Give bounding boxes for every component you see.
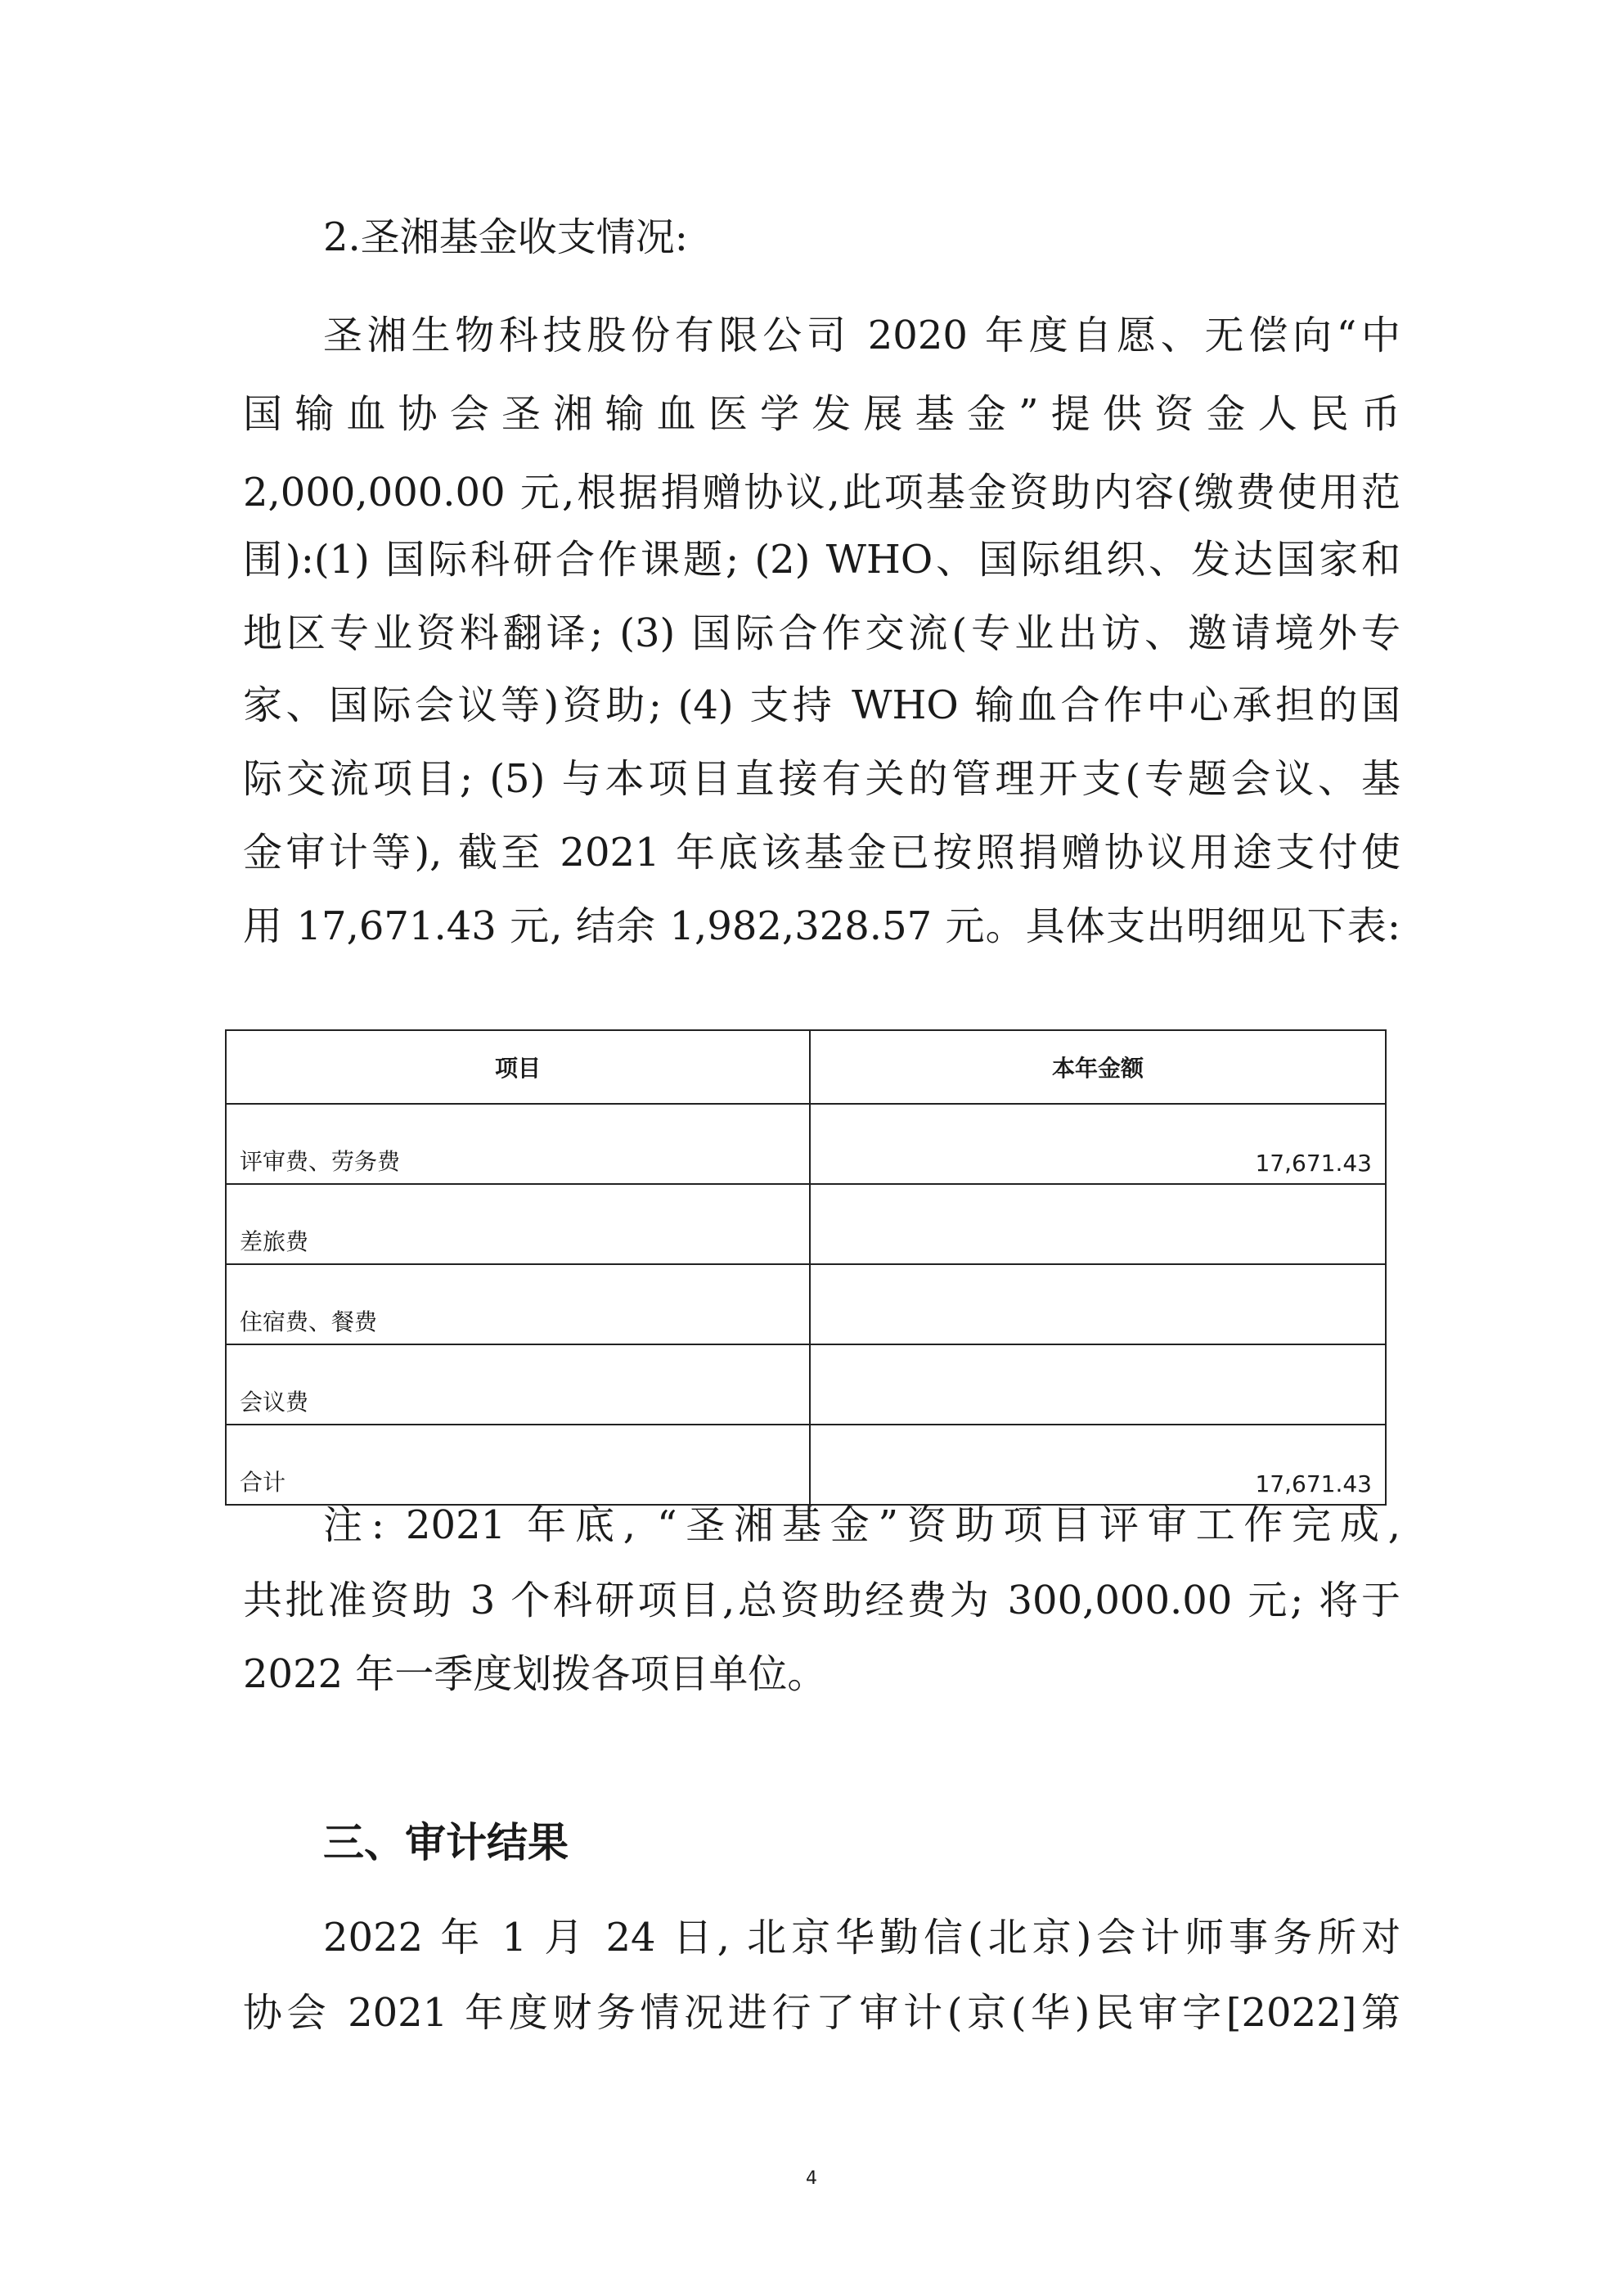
paragraph-line: 协会 2021 年度财务情况进行了审计(京(华)民审字[2022]第 <box>243 1990 1400 2036</box>
page-number: 4 <box>806 2168 817 2189</box>
column-header-amount: 本年金额 <box>810 1030 1386 1104</box>
note-line: 注: 2021 年底, “圣湘基金”资助项目评审工作完成, <box>323 1502 1400 1548</box>
note-line: 2022 年一季度划拨各项目单位。 <box>243 1651 827 1697</box>
amount-cell <box>810 1184 1386 1264</box>
amount-cell: 17,671.43 <box>810 1104 1386 1184</box>
paragraph-line: 际交流项目; (5) 与本项目直接有关的管理开支(专题会议、基 <box>243 756 1400 802</box>
table-row <box>226 1184 1386 1264</box>
table-row <box>226 1104 1386 1184</box>
section-title: 2.圣湘基金收支情况: <box>323 214 688 260</box>
column-header-item: 项目 <box>226 1030 810 1104</box>
table-total-row <box>226 1425 1386 1505</box>
table-row <box>226 1344 1386 1425</box>
paragraph-line: 2,000,000.00 元,根据捐赠协议,此项基金资助内容(缴费使用范 <box>243 470 1400 515</box>
paragraph-line: 国输血协会圣湘输血医学发展基金”提供资金人民币 <box>243 391 1400 437</box>
paragraph-line: 地区专业资料翻译; (3) 国际合作交流(专业出访、邀请境外专 <box>243 610 1400 656</box>
paragraph-line: 2022 年 1 月 24 日, 北京华勤信(北京)会计师事务所对 <box>323 1915 1400 1961</box>
total-label-cell: 合计 <box>226 1425 810 1505</box>
amount-cell <box>810 1344 1386 1425</box>
item-cell: 住宿费、餐费 <box>226 1264 810 1344</box>
section-heading-audit: 三、审计结果 <box>323 1819 569 1866</box>
item-cell: 会议费 <box>226 1344 810 1425</box>
paragraph-line: 围):(1) 国际科研合作课题; (2) WHO、国际组织、发达国家和 <box>243 537 1400 583</box>
item-cell: 差旅费 <box>226 1184 810 1264</box>
note-line: 共批准资助 3 个科研项目,总资助经费为 300,000.00 元; 将于 <box>243 1578 1400 1623</box>
amount-cell <box>810 1264 1386 1344</box>
table-header-row <box>226 1030 1386 1104</box>
table-row <box>226 1264 1386 1344</box>
expense-table <box>225 1029 1387 1506</box>
paragraph-line: 用 17,671.43 元, 结余 1,982,328.57 元。具体支出明细见下表: <box>243 903 1400 949</box>
paragraph-line: 圣湘生物科技股份有限公司 2020 年度自愿、无偿向“中 <box>323 313 1400 358</box>
paragraph-line: 家、国际会议等)资助; (4) 支持 WHO 输血合作中心承担的国 <box>243 682 1400 728</box>
paragraph-line: 金审计等), 截至 2021 年底该基金已按照捐赠协议用途支付使 <box>243 830 1400 876</box>
item-cell: 评审费、劳务费 <box>226 1104 810 1184</box>
total-amount-cell: 17,671.43 <box>810 1425 1386 1505</box>
